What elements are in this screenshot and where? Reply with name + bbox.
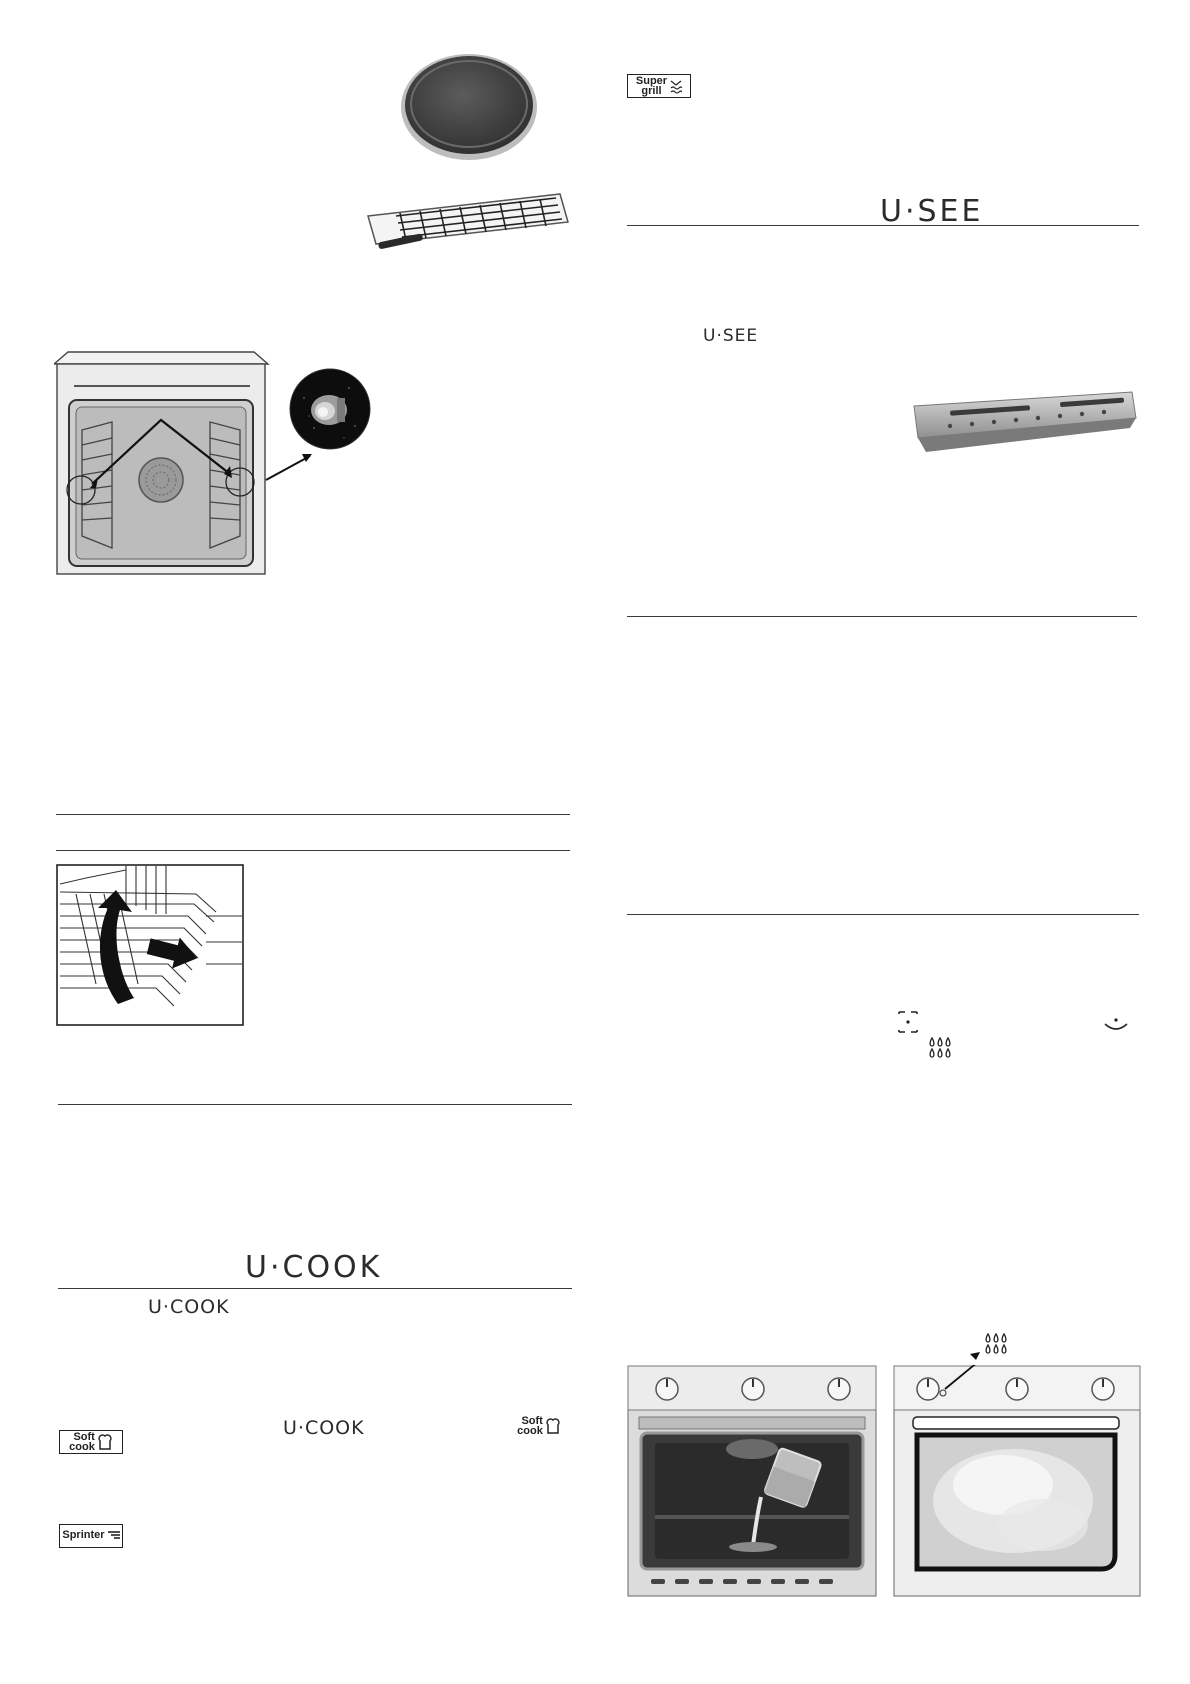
chef-hat-icon [97, 1433, 113, 1451]
softcook-line1: Soft [521, 1415, 543, 1427]
ucook-inline-logo: U·COOK [148, 1296, 230, 1318]
speed-lines-icon [108, 1530, 120, 1540]
u-see-rail-image [910, 388, 1138, 458]
wire-rack-image [360, 188, 574, 258]
softcook-line2: cook [517, 1425, 543, 1437]
softcook-badge-line2: cook [69, 1441, 95, 1453]
softcook-badge [59, 1430, 123, 1454]
softcook-badge-line1: Soft [73, 1431, 95, 1443]
supergrill-badge [627, 74, 691, 98]
section-divider [627, 616, 1137, 617]
softcook-icon [516, 1416, 562, 1436]
supergrill-line2: grill [641, 85, 662, 97]
arrow-head-icon [968, 1350, 982, 1364]
section-divider [58, 1288, 572, 1289]
steam-drops-icon [984, 1332, 1010, 1356]
oven-steam-image [893, 1365, 1141, 1597]
sprinter-badge [59, 1524, 123, 1548]
grill-waves-icon [670, 77, 682, 95]
chef-hat-icon [545, 1417, 561, 1435]
section-divider [56, 814, 570, 815]
bracket-dot-icon [897, 1010, 919, 1034]
cup-dot-icon [1104, 1012, 1128, 1034]
sprinter-label: Sprinter [62, 1529, 105, 1541]
section-divider [627, 914, 1139, 915]
rack-removal-diagram [56, 864, 244, 1026]
pizza-tray-image [398, 52, 540, 162]
oven-pouring-water-image [627, 1365, 877, 1597]
fastening-screw-image [289, 368, 371, 450]
section-divider [627, 225, 1139, 226]
ucook-inline-logo: U·COOK [283, 1417, 365, 1439]
ucook-heading-logo: U·COOK [245, 1250, 383, 1285]
supergrill-line1: Super [635, 75, 668, 87]
section-divider [58, 1104, 572, 1105]
section-divider [56, 850, 570, 851]
usee-heading-logo: U·SEE [880, 194, 984, 229]
usee-inline-logo: U·SEE [703, 326, 759, 346]
steam-drops-icon [928, 1036, 954, 1060]
